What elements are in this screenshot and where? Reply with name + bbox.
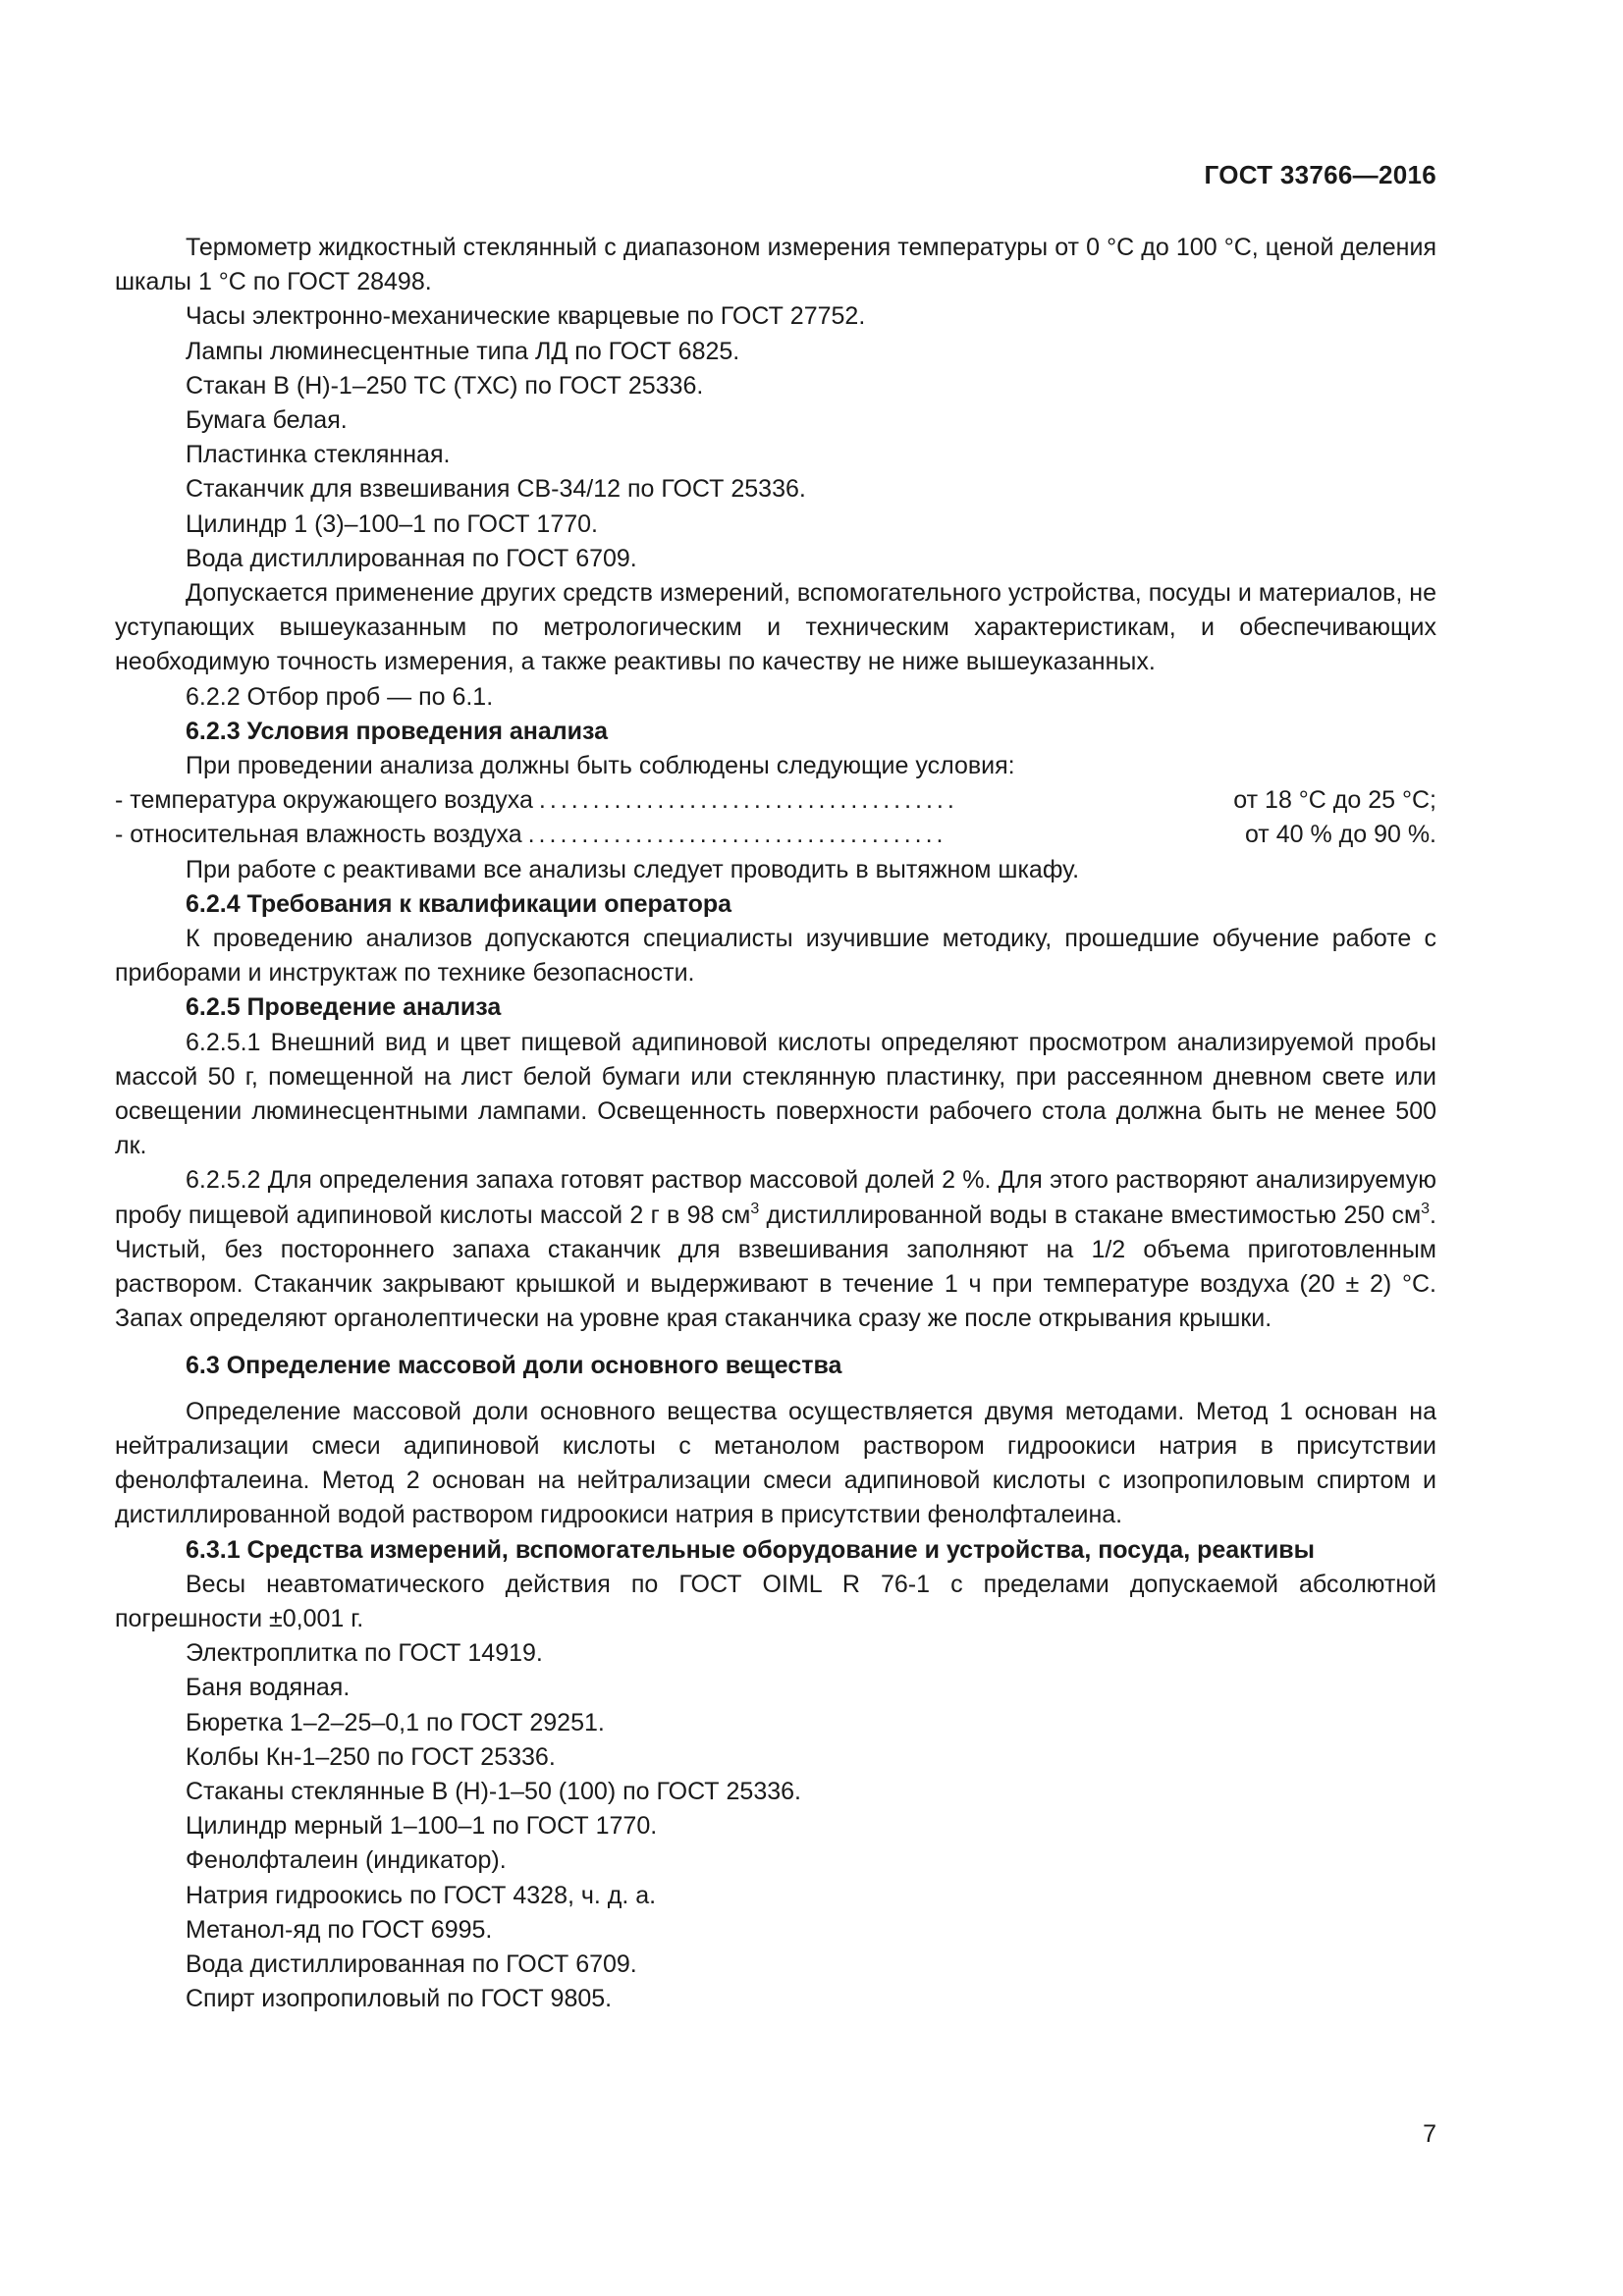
section-heading-6-3-1: 6.3.1 Средства измерений, вспомогательные оборудование и устройства, посуда, реактивы — [186, 1535, 1316, 1564]
page-number: 7 — [1423, 2120, 1436, 2148]
list-item: Метанол-яд по ГОСТ 6995. — [186, 1915, 493, 1944]
list-item: Цилиндр мерный 1–100–1 по ГОСТ 1770. — [186, 1812, 658, 1841]
list-item: Баня водяная. — [186, 1674, 351, 1702]
condition-humidity — [115, 818, 1436, 852]
document-body — [115, 231, 1436, 2016]
list-item: Натрия гидроокись по ГОСТ 4328, ч. д. а. — [186, 1881, 657, 1909]
condition-value: от 18 °С до 25 °С; — [1233, 786, 1436, 815]
list-item: Спирт изопропиловый по ГОСТ 9805. — [186, 1985, 613, 2013]
paragraph-6-2-5-2 — [115, 1163, 1436, 1336]
dot-leader: ....................................... — [538, 786, 958, 815]
paragraph-scales: Весы неавтоматического действия по ГОСТ OIML R 76-1 с пределами допускаемой абсолютной погрешности ±0,001 г. — [115, 1570, 1436, 1632]
list-item: Электроплитка по ГОСТ 14919. — [186, 1639, 543, 1668]
paragraph-6-2-5-1: 6.2.5.1 Внешний вид и цвет пищевой адипиновой кислоты определяют просмотром анализируемой пробы массой 50 г, помещенной на лист белой бумаги или стеклянную пластинку, при рассеянном дневном свете или освещении люминесцентными лампами. Освещенность поверхности рабочего стола должна быть не менее 500 лк. — [115, 1028, 1436, 1160]
text-part: 6.2.5.2 Для определения запаха готовят раствор массовой долей 2 %. Для этого растворяют анализируемую пробу пищевой адипиновой кислоты массой 2 г в 98 см — [115, 1166, 1436, 1229]
paragraph-sampling: 6.2.2 Отбор проб — по 6.1. — [186, 682, 494, 711]
list-item: Пластинка стеклянная. — [186, 441, 451, 469]
list-item: Колбы Кн-1–250 по ГОСТ 25336. — [186, 1742, 556, 1771]
superscript: 3 — [1421, 1200, 1431, 1217]
list-item: Лампы люминесцентные типа ЛД по ГОСТ 6825. — [186, 337, 740, 365]
list-item: Вода дистиллированная по ГОСТ 6709. — [186, 1949, 637, 1978]
paragraph-alternatives: Допускается применение других средств измерений, вспомогательного устройства, посуды и материалов, не уступающих вышеуказанным по метрологическим и техническим характеристикам, и обеспечивающих необходимую точность измерения, а также реактивы по качеству не ниже вышеуказанных. — [115, 579, 1436, 676]
list-item: Бумага белая. — [186, 406, 348, 435]
list-item: Стаканчик для взвешивания СВ-34/12 по ГОСТ 25336. — [186, 475, 806, 504]
section-heading-6-2-5: 6.2.5 Проведение анализа — [186, 993, 502, 1022]
condition-label: - температура окружающего воздуха — [115, 786, 533, 815]
paragraph-conditions-intro: При проведении анализа должны быть соблюдены следующие условия: — [186, 752, 1015, 780]
paragraph-operator: К проведению анализов допускаются специалисты изучившие методику, прошедшие обучение работе с приборами и инструктаж по технике безопасности. — [115, 925, 1436, 988]
list-item: Фенолфталеин (индикатор). — [186, 1846, 507, 1875]
section-heading-6-3: 6.3 Определение массовой доли основного вещества — [186, 1351, 842, 1379]
list-item: Часы электронно-механические кварцевые по ГОСТ 27752. — [186, 302, 866, 331]
section-heading-6-2-3: 6.2.3 Условия проведения анализа — [186, 717, 609, 745]
list-item: Бюретка 1–2–25–0,1 по ГОСТ 29251. — [186, 1708, 605, 1736]
list-item: Цилиндр 1 (3)–100–1 по ГОСТ 1770. — [186, 509, 598, 538]
paragraph-methods: Определение массовой доли основного вещества осуществляется двумя методами. Метод 1 основан на нейтрализации смеси адипиновой кислоты с метанолом раствором гидроокиси натрия в присутствии фенолфталеина. Метод 2 основан на нейтрализации смеси адипиновой кислоты с изопропиловым спиртом и дистиллированной водой раствором гидроокиси натрия в присутствии фенолфталеина. — [115, 1397, 1436, 1529]
condition-value: от 40 % до 90 %. — [1244, 821, 1436, 849]
list-item: Вода дистиллированная по ГОСТ 6709. — [186, 544, 637, 572]
condition-label: - относительная влажность воздуха — [115, 821, 522, 849]
text-part: дистиллированной воды в стакане вместимостью 250 см — [759, 1201, 1422, 1229]
paragraph-fume-hood: При работе с реактивами все анализы следует проводить в вытяжном шкафу. — [186, 855, 1080, 883]
section-heading-6-2-4: 6.2.4 Требования к квалификации оператора — [186, 889, 732, 918]
list-item: Стаканы стеклянные В (Н)-1–50 (100) по ГОСТ 25336. — [186, 1777, 801, 1805]
document-header: ГОСТ 33766—2016 — [1204, 160, 1436, 189]
dot-leader: ....................................... — [527, 821, 947, 849]
condition-temperature — [115, 783, 1436, 818]
paragraph-thermometer: Термометр жидкостный стеклянный с диапазоном измерения температуры от 0 °С до 100 °С, ценой деления шкалы 1 °С по ГОСТ 28498. — [115, 234, 1436, 296]
text-part: . Чистый, без постороннего запаха стаканчик для взвешивания заполняют на 1/2 объема приготовленным раствором. Стаканчик закрывают крышкой и выдерживают в течение 1 ч при температуре воздуха (20 ± 2) °С. Запах определяют органолептически на уровне края стаканчика сразу же после открывания крышки. — [115, 1201, 1436, 1333]
list-item: Стакан В (Н)-1–250 ТС (ТХС) по ГОСТ 25336. — [186, 371, 704, 400]
superscript: 3 — [750, 1200, 760, 1217]
